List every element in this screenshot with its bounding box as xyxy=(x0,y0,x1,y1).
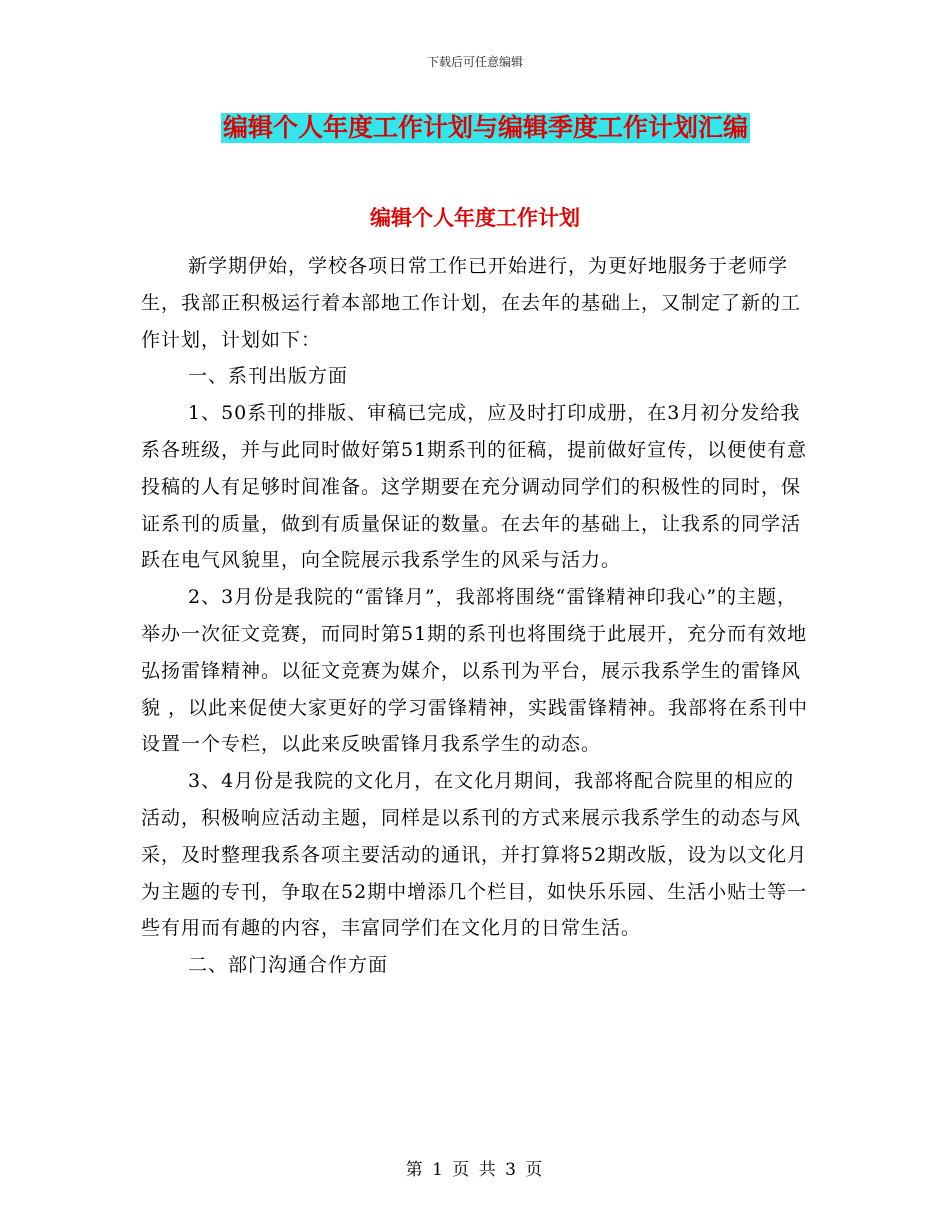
paragraph-item-2: 2、3月份是我院的“雷锋月”，我部将围绕“雷锋精神印我心”的主题，举办一次征文竞赛，而同时第51期的系刊也将围绕于此展开，充分而有效地弘扬雷锋精神。以征文竞赛为媒介，以系刊为平台，展示我系学生的雷锋风貌 ，以此来促使大家更好的学习雷锋精神，实践雷锋精神。我部将在系刊中设置一个专栏，以此来反映雷锋月我系学生的动态。 xyxy=(141,586,809,756)
document-title: 编辑个人年度工作计划与编辑季度工作计划汇编 xyxy=(223,113,749,142)
document-body xyxy=(141,248,813,984)
section-heading-1: 一、系刊出版方面 xyxy=(188,365,349,388)
section-title: 编辑个人年度工作计划 xyxy=(370,205,580,230)
page-footer: 第 1 页 共 3 页 xyxy=(405,1160,545,1180)
section-heading-2: 二、部门沟通合作方面 xyxy=(188,954,389,977)
paragraph-item-1: 1、50系刊的排版、审稿已完成，应及时打印成册，在3月初分发给我系各班级，并与此同时做好第51期系刊的征稿，提前做好宣传，以便使有意投稿的人有足够时间准备。这学期要在充分调动同学们的积极性的同时，保证系刊的质量，做到有质量保证的数量。在去年的基础上，让我系的同学活跃在电气风貌里，向全院展示我系学生的风采与活力。 xyxy=(141,402,808,572)
paragraph-intro: 新学期伊始，学校各项日常工作已开始进行，为更好地服务于老师学生，我部正积极运行着本部地工作计划，在去年的基础上，又制定了新的工作计划，计划如下： xyxy=(141,255,802,351)
paragraph-item-3: 3、4月份是我院的文化月，在文化月期间，我部将配合院里的相应的活动，积极响应活动主题，同样是以系刊的方式来展示我系学生的动态与风采，及时整理我系各项主要活动的通讯，并打算将52期改版，设为以文化月为主题的专刊，争取在52期中增添几个栏目，如快乐乐园、生活小贴士等一些有用而有趣的内容，丰富同学们在文化月的日常生活。 xyxy=(141,770,808,940)
page-header: 下载后可任意编辑 xyxy=(426,55,523,69)
